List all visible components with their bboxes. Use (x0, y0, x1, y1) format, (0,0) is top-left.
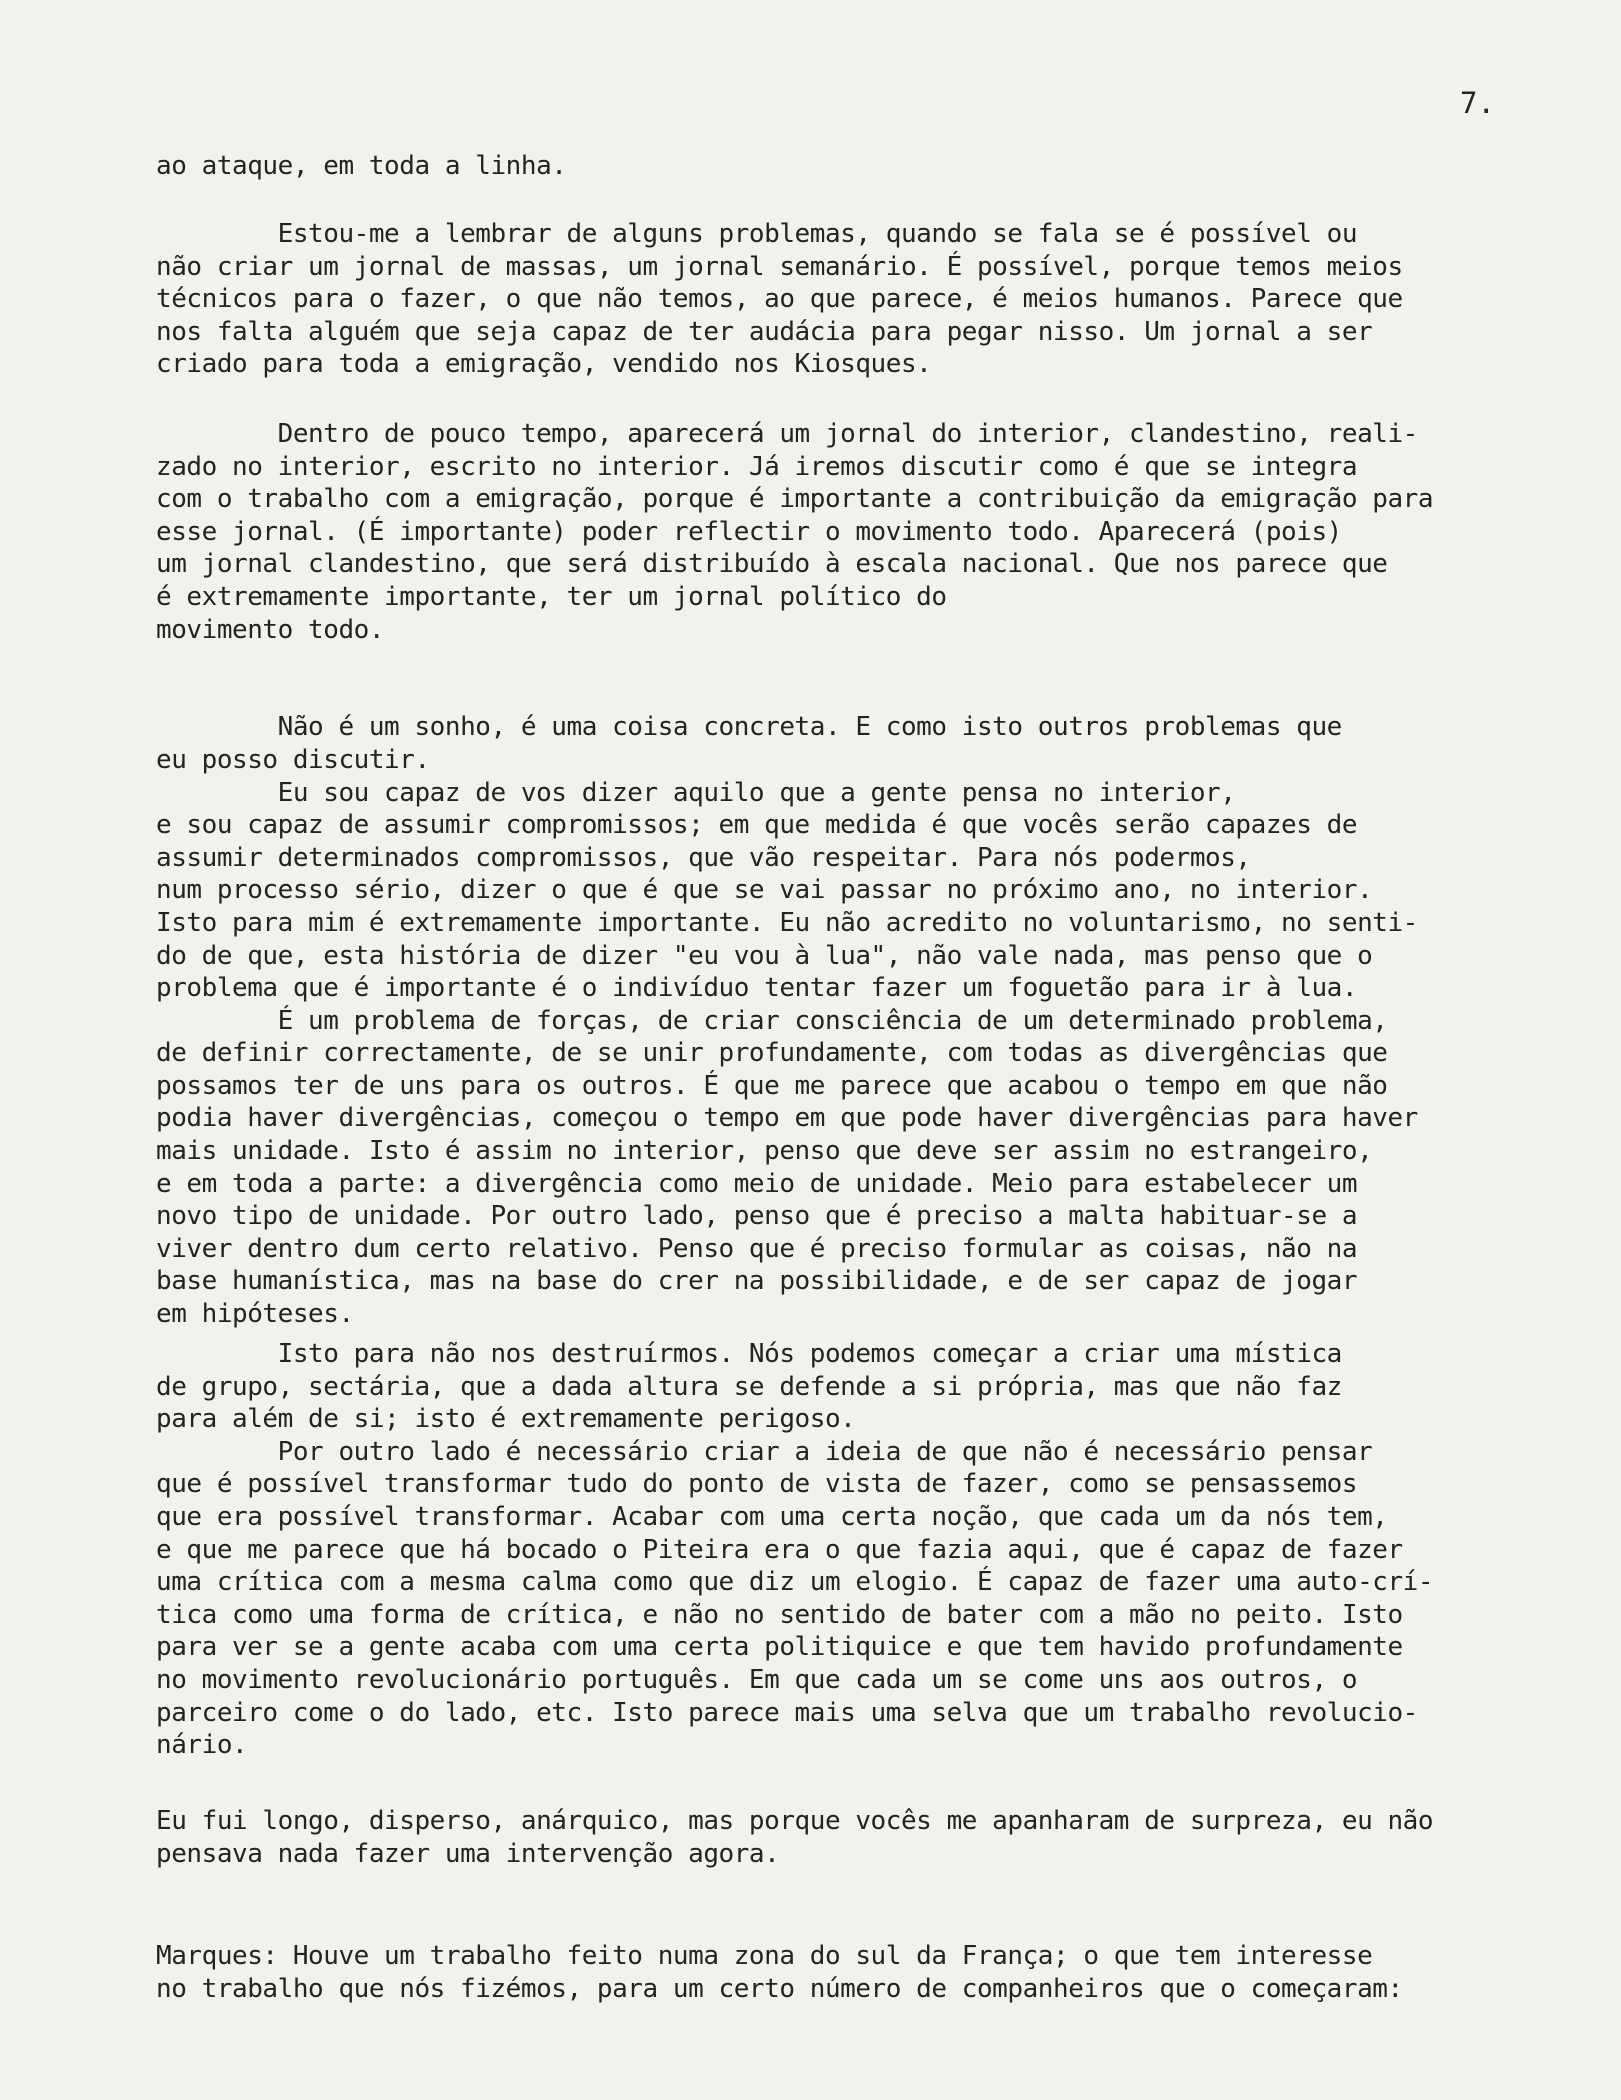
text-line: possamos ter de uns para os outros. É que me parece que acabou o tempo em que não (156, 1070, 1388, 1101)
text-line: podia haver divergências, começou o tempo em que pode haver divergências para haver (156, 1103, 1418, 1134)
text-line: Por outro lado é necessário criar a ideia de que não é necessário pensar (156, 1436, 1373, 1467)
text-line: parceiro come o do lado, etc. Isto parece mais uma selva que um trabalho revolucio- (156, 1697, 1418, 1728)
text-line: nos falta alguém que seja capaz de ter audácia para pegar nisso. Um jornal a ser (156, 316, 1373, 347)
page-number: 7. (1460, 86, 1495, 120)
text-line: que era possível transformar. Acabar com uma certa noção, que cada um da nós tem, (156, 1501, 1388, 1532)
text-line: Não é um sonho, é uma coisa concreta. E como isto outros problemas que (156, 712, 1342, 743)
text-line: tica como uma forma de crítica, e não no sentido de bater com a mão no peito. Isto (156, 1599, 1403, 1630)
text-line: do de que, esta história de dizer "eu vou à lua", não vale nada, mas penso que o (156, 940, 1373, 971)
text-line: problema que é importante é o indivíduo tentar fazer um foguetão para ir à lua. (156, 973, 1358, 1004)
text-line: em hipóteses. (156, 1299, 354, 1330)
text-line: para ver se a gente acaba com uma certa politiquice e que tem havido profundamente (156, 1632, 1403, 1663)
paragraph-block (156, 1940, 1576, 2005)
text-line: é extremamente importante, ter um jornal político do (156, 581, 947, 612)
text-line: um jornal clandestino, que será distribuído à escala nacional. Que nos parece que (156, 549, 1388, 580)
text-line: ao ataque, em toda a linha. (156, 151, 567, 181)
text-line: técnicos para o fazer, o que não temos, ao que parece, é meios humanos. Parece que (156, 284, 1403, 315)
text-line: não criar um jornal de massas, um jornal semanário. É possível, porque temos meios (156, 251, 1403, 282)
paragraph-block (156, 150, 1576, 183)
text-line: Eu fui longo, disperso, anárquico, mas porque vocês me apanharam de surpreza, eu não (156, 1806, 1434, 1836)
text-line: que é possível transformar tudo do ponto de vista de fazer, como se pensassemos (156, 1469, 1358, 1500)
text-line (156, 679, 1576, 712)
text-line: de definir correctamente, de se unir profundamente, com todas as divergências que (156, 1038, 1388, 1069)
paragraph-block (156, 218, 1576, 381)
text-line: Eu sou capaz de vos dizer aquilo que a gente pensa no interior, (156, 777, 1236, 808)
text-line: viver dentro dum certo relativo. Penso que é preciso formular as coisas, não na (156, 1233, 1358, 1264)
text-line: Isto para mim é extremamente importante. Eu não acredito no voluntarismo, no senti- (156, 907, 1418, 938)
text-line: zado no interior, escrito no interior. Já iremos discutir como é que se integra (156, 451, 1358, 482)
text-line: nário. (156, 1730, 248, 1761)
paragraph-block (156, 1805, 1576, 1870)
text-line: movimento todo. (156, 614, 385, 645)
text-line: Marques: Houve um trabalho feito numa zona do sul da França; o que tem interesse (156, 1941, 1373, 1971)
text-line: uma crítica com a mesma calma como que diz um elogio. É capaz de fazer uma auto-crí- (156, 1567, 1434, 1598)
text-line: eu posso discutir. (156, 744, 430, 775)
text-line: com o trabalho com a emigração, porque é importante a contribuição da emigração para (156, 484, 1434, 515)
text-line: É um problema de forças, de criar consciência de um determinado problema, (156, 1005, 1388, 1036)
text-line: e sou capaz de assumir compromissos; em que medida é que vocês serão capazes de (156, 810, 1358, 841)
text-line: e que me parece que há bocado o Piteira era o que fazia aqui, que é capaz de fazer (156, 1534, 1403, 1565)
paragraph-block (156, 418, 1576, 1331)
text-line: no movimento revolucionário português. Em que cada um se come uns aos outros, o (156, 1664, 1358, 1695)
text-line: criado para toda a emigração, vendido nos Kiosques. (156, 349, 932, 380)
text-line: Estou-me a lembrar de alguns problemas, quando se fala se é possível ou (156, 219, 1358, 249)
text-line: Dentro de pouco tempo, aparecerá um jornal do interior, clandestino, reali- (156, 419, 1418, 449)
text-line: Isto para não nos destruírmos. Nós podemos começar a criar uma mística (156, 1339, 1342, 1369)
text-line: base humanística, mas na base do crer na possibilidade, e de ser capaz de jogar (156, 1266, 1358, 1297)
text-line: mais unidade. Isto é assim no interior, penso que deve ser assim no estrangeiro, (156, 1136, 1373, 1167)
text-line: no trabalho que nós fizémos, para um certo número de companheiros que o começaram: (156, 1973, 1403, 2004)
text-line: assumir determinados compromissos, que vão respeitar. Para nós podermos, (156, 842, 1251, 873)
paragraph-block (156, 1338, 1576, 1762)
text-line: num processo sério, dizer o que é que se vai passar no próximo ano, no interior. (156, 875, 1373, 906)
text-line: pensava nada fazer uma intervenção agora. (156, 1838, 780, 1869)
text-line (156, 646, 1576, 679)
text-line: esse jornal. (É importante) poder reflectir o movimento todo. Aparecerá (pois) (156, 516, 1342, 547)
text-line: para além de si; isto é extremamente perigoso. (156, 1404, 856, 1435)
text-line: de grupo, sectária, que a dada altura se defende a si própria, mas que não faz (156, 1371, 1342, 1402)
text-line: novo tipo de unidade. Por outro lado, penso que é preciso a malta habituar-se a (156, 1201, 1358, 1232)
text-line: e em toda a parte: a divergência como meio de unidade. Meio para estabelecer um (156, 1168, 1358, 1199)
